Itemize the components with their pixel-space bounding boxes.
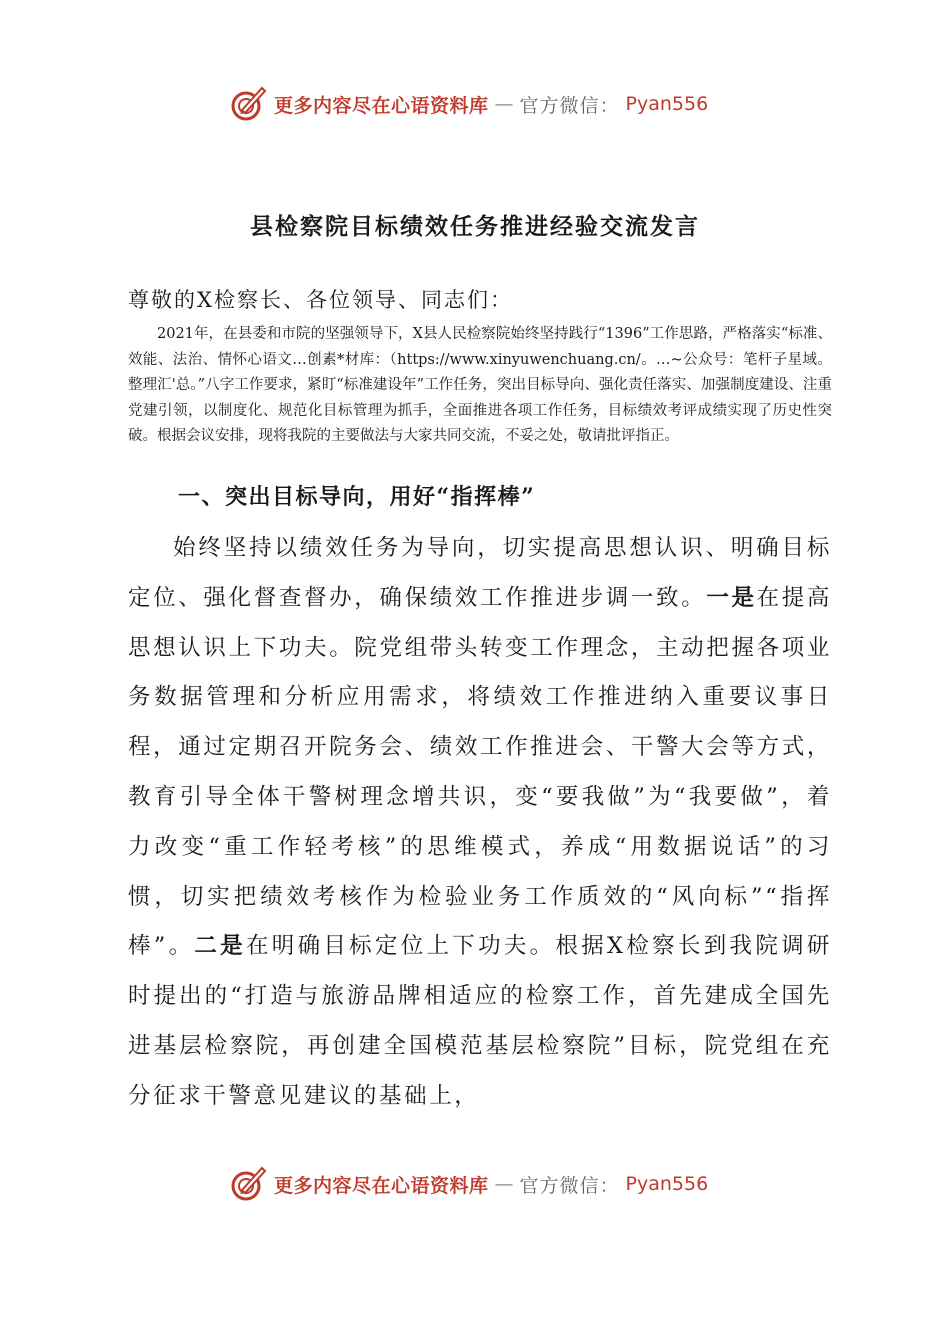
watermark-wechat-label: 官方微信：	[519, 94, 620, 117]
footer-watermark	[228, 1164, 708, 1204]
body-text-part-2: 在提高思想认识上下功夫。院党组带头转变工作理念，主动把握各项业务数据管理和分析应用需求，将绩效工作推进纳入重要议事日程，通过定期召开院务会、绩效工作推进会、干警大会等方式，教育引导全体干警树理念增共识，变“要我做”为“我要做”，着力改变“重工作轻考核”的思维模式，养成“用数据说话”的习惯，切实把绩效考核作为检验业务工作质效的“风向标”“指挥棒”。	[128, 584, 832, 960]
watermark-wechat-id: Pyan556	[625, 93, 709, 115]
body-text-part-3: 在明确目标定位上下功夫。根据X检察长到我院调研时提出的“打造与旅游品牌相适应的检察工作，首先建成全国先进基层检察院，再创建全国模范基层检察院”目标，院党组在充分征求干警意见建议的基础上，	[128, 933, 833, 1109]
salutation: 尊敬的X检察长、各位领导、同志们：	[128, 288, 513, 312]
section-heading-1: 一、突出目标导向，用好“指挥棒”	[178, 484, 536, 510]
quill-pen-logo-icon	[228, 1164, 268, 1204]
header-watermark	[228, 84, 708, 124]
watermark-brand-text: 更多内容尽在心语资料库	[274, 94, 489, 117]
quill-pen-logo-icon	[228, 84, 268, 124]
document-title: 县检察院目标绩效任务推进经验交流发言	[250, 213, 700, 240]
watermark-wechat-id: Pyan556	[625, 1173, 709, 1195]
body-text-part-1: 始终坚持以绩效任务为导向，切实提高思想认识、明确目标定位、强化督查督办，确保绩效工作推进步调一致。	[128, 535, 832, 611]
watermark-wechat-label: 官方微信：	[519, 1174, 620, 1197]
intro-paragraph: 2021年，在县委和市院的坚强领导下，X县人民检察院始终坚持践行“1396”工作思路，严格落实“标准、效能、法治、情怀心语文…创素*材库：（https://www.xinyuwenchuang.cn/。…~公众号：笔杆子星域。整理汇'总。”八字工作要求，紧盯“标准建设年”工作任务，突出目标导向、强化责任落实、加强制度建设、注重党建引领，以制度化、规范化目标管理为抓手，全面推进各项工作任务，目标绩效考评成绩实现了历史性突破。根据会议安排，现将我院的主要做法与大家共同交流，不妥之处，敬请批评指正。	[128, 326, 832, 444]
watermark-separator: —	[494, 1173, 514, 1195]
watermark-brand-text: 更多内容尽在心语资料库	[274, 1174, 489, 1197]
point-marker-2: 二是	[194, 933, 246, 960]
point-marker-1: 一是	[706, 584, 757, 611]
watermark-separator: —	[494, 93, 514, 115]
body-paragraph	[128, 524, 832, 1122]
